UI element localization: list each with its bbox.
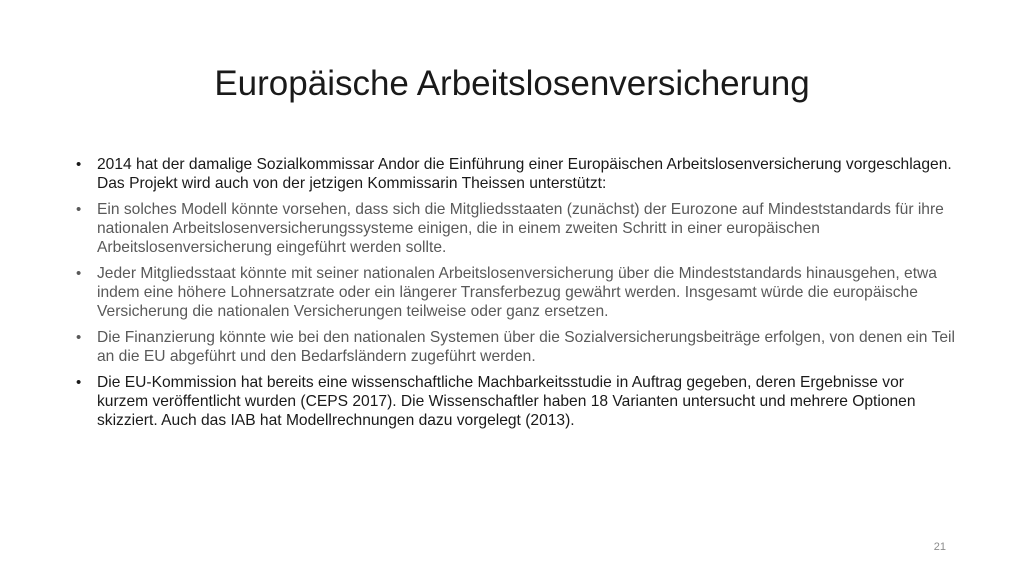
bullet-text: 2014 hat der damalige Sozialkommissar Andor die Einführung einer Europäischen Arbeitslosenversicherung vorgeschlagen. Das Projekt wird auch von der jetzigen Kommissarin Theissen unterstützt: (97, 156, 952, 192)
slide-title: Europäische Arbeitslosenversicherung (214, 64, 810, 103)
bullet-text: Jeder Mitgliedsstaat könnte mit seiner nationalen Arbeitslosenversicherung über die Mindeststandards hinausgehen, etwa indem eine höhere Lohnersatzrate oder ein längerer Transferbezug gewährt werden. Insgesamt würde die europäische Versicherung die nationalen Versicherungen teilweise oder ganz ersetzen. (97, 265, 937, 320)
bullet-text: Die Finanzierung könnte wie bei den nationalen Systemen über die Sozialversicherungsbeiträge erfolgen, von denen ein Teil an die EU abgeführt und den Bedarfsländern zugeführt werden. (97, 329, 955, 365)
bullet-list (76, 155, 956, 437)
bullet-item-5 (76, 373, 956, 430)
bullet-dot-icon: • (76, 156, 82, 173)
bullet-item-3 (76, 264, 956, 321)
bullet-dot-icon: • (76, 329, 82, 346)
bullet-dot-icon: • (76, 201, 82, 218)
bullet-dot-icon: • (76, 374, 82, 391)
bullet-text: Ein solches Modell könnte vorsehen, dass sich die Mitgliedsstaaten (zunächst) der Eurozone auf Mindeststandards für ihre nationalen Arbeitslosenversicherungssysteme einigen, die in einem zweiten Schritt in einer europäischen Arbeitslosenversicherung eingeführt werden sollte. (97, 201, 944, 256)
bullet-item-1 (76, 155, 956, 193)
bullet-item-2 (76, 200, 956, 257)
bullet-text: Die EU-Kommission hat bereits eine wissenschaftliche Machbarkeitsstudie in Auftrag gegeben, deren Ergebnisse vor kurzem veröffentlicht wurden (CEPS 2017). Die Wissenschaftler haben 18 Varianten untersucht und mehrere Optionen skizziert. Auch das IAB hat Modellrechnungen dazu vorgelegt (2013). (97, 374, 916, 429)
page-number: 21 (933, 541, 946, 553)
bullet-dot-icon: • (76, 265, 82, 282)
bullet-item-4 (76, 328, 956, 366)
